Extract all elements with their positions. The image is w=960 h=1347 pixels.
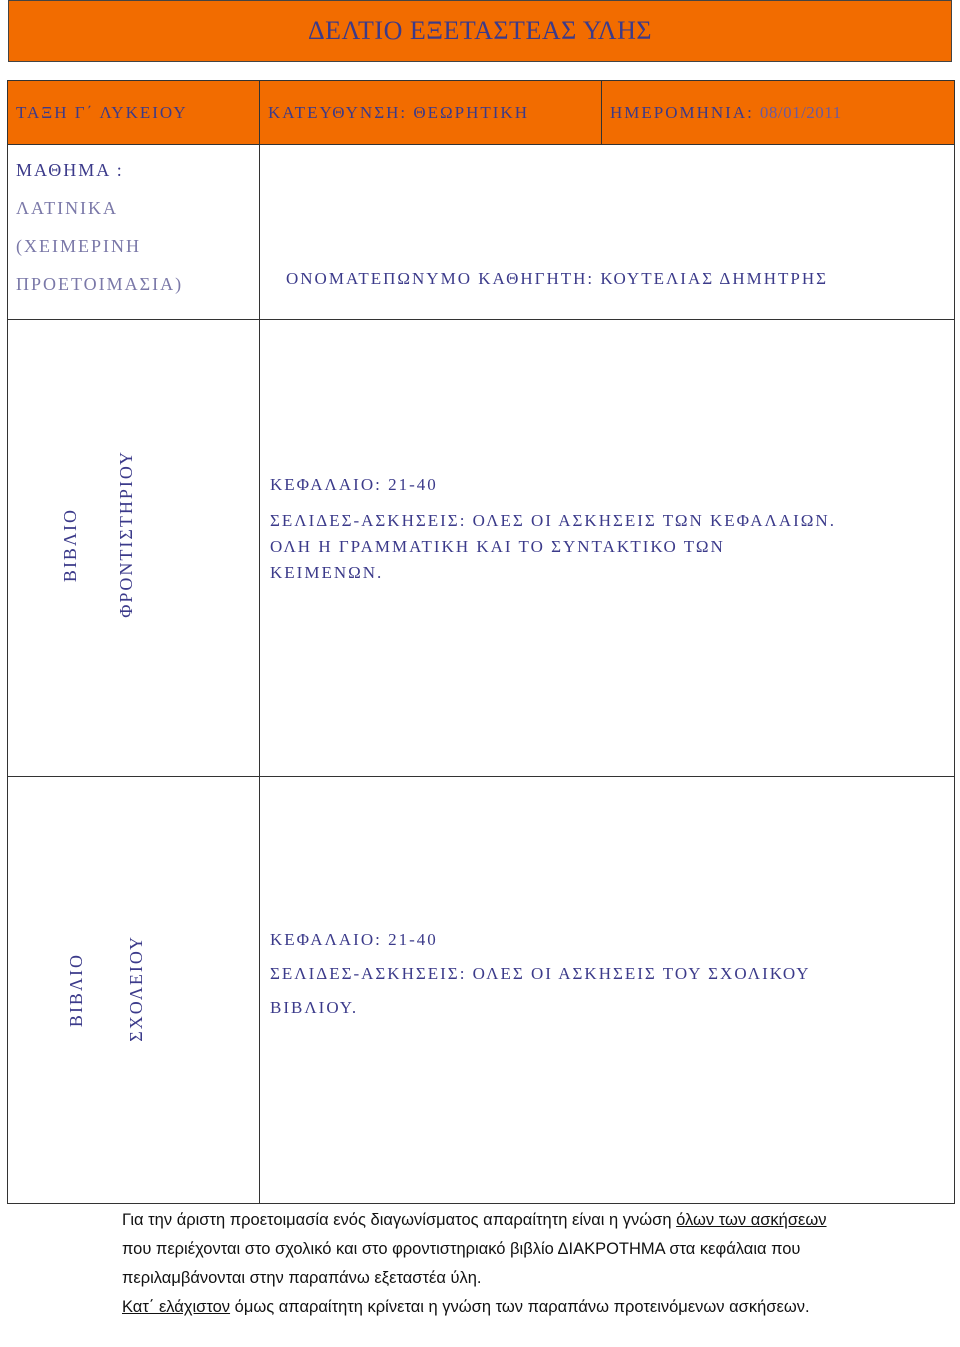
note-emphasis-1: όλων των ασκήσεων: [676, 1211, 827, 1229]
note-paragraph-2: [122, 1293, 842, 1322]
note-paragraph-1: [122, 1206, 842, 1293]
school-book-content: [270, 923, 811, 1025]
direction-cell: [260, 81, 602, 145]
tutoring-line-1: ΣΕΛΙΔΕΣ-ΑΣΚΗΣΕΙΣ: ΟΛΕΣ ΟΙ ΑΣΚΗΣΕΙΣ ΤΩΝ ΚΕΦΑΛΑΙΩΝ.: [270, 511, 836, 530]
school-book-content-cell: [260, 777, 955, 1204]
tutoring-book-row: [8, 320, 955, 777]
tutoring-book-label-2: ΦΡΟΝΤΙΣΤΗΡΙΟΥ: [116, 450, 136, 618]
teacher-name: ΟΝΟΜΑΤΕΠΩΝΥΜΟ ΚΑΘΗΓΗΤΗ: ΚΟΥΤΕΛΙΑΣ ΔΗΜΗΤΡΗΣ: [286, 269, 829, 288]
tutoring-book-label-cell: [8, 320, 260, 777]
note-text-1b: που περιέχονται στο σχολικό και στο φροντιστηριακό βιβλίο ΔΙΑΚΡΟΤΗΜΑ στα κεφάλαια που περιλαμβάνονται στην παραπάνω εξεταστέα ύλη.: [122, 1240, 801, 1287]
date-value: 08/01/2011: [759, 102, 842, 122]
school-book-label-2: ΣΧΟΛΕΙΟΥ: [126, 935, 146, 1042]
subject-label: ΜΑΘΗΜΑ :: [16, 160, 124, 180]
date-cell: [602, 81, 955, 145]
subject-cell: [8, 145, 260, 320]
tutoring-book-content: [270, 472, 836, 586]
document-title: ΔΕΛΤΙΟ ΕΞΕΤΑΣΤΕΑΣ ΥΛΗΣ: [307, 16, 653, 45]
school-book-label-cell: [8, 777, 260, 1204]
subject-row: [8, 145, 955, 320]
tutoring-line-2: ΟΛΗ Η ΓΡΑΜΜΑΤΙΚΗ ΚΑΙ ΤΟ ΣΥΝΤΑΚΤΙΚΟ ΤΩΝ: [270, 537, 725, 556]
study-note: [122, 1206, 842, 1322]
school-book-row: [8, 777, 955, 1204]
date-label: ΗΜΕΡΟΜΗΝΙΑ:: [610, 102, 754, 122]
tutoring-book-label-1: ΒΙΒΛΙΟ: [60, 508, 80, 583]
exam-syllabus-table: [7, 80, 955, 1204]
school-line-2: ΒΙΒΛΙΟΥ.: [270, 998, 359, 1017]
title-banner: [8, 0, 952, 62]
subject-line-2: (ΧΕΙΜΕΡΙΝΗ: [16, 236, 141, 256]
school-chapter: ΚΕΦΑΛΑΙΟ: 21-40: [270, 930, 438, 949]
direction-label: ΚΑΤΕΥΘΥΝΣΗ: ΘΕΩΡΗΤΙΚΗ: [268, 102, 529, 122]
tutoring-line-3: ΚΕΙΜΕΝΩΝ.: [270, 563, 384, 582]
school-book-label-1: ΒΙΒΛΙΟ: [66, 953, 86, 1028]
note-text-2b: όμως απαραίτητη κρίνεται η γνώση των παραπάνω προτεινόμενων ασκήσεων.: [230, 1298, 810, 1316]
note-emphasis-2: Κατ΄ ελάχιστον: [122, 1298, 231, 1316]
tutoring-book-content-cell: [260, 320, 955, 777]
class-cell: [8, 81, 260, 145]
note-text-1a: Για την άριστη προετοιμασία ενός διαγωνίσματος απαραίτητη είναι η γνώση: [122, 1211, 677, 1229]
header-row: [8, 81, 955, 145]
class-label: ΤΑΞΗ Γ΄ ΛΥΚΕΙΟΥ: [16, 102, 188, 122]
subject-line-3: ΠΡΟΕΤΟΙΜΑΣΙΑ): [16, 274, 184, 294]
subject-line-1: ΛΑΤΙΝΙΚΑ: [16, 198, 119, 218]
school-line-1: ΣΕΛΙΔΕΣ-ΑΣΚΗΣΕΙΣ: ΟΛΕΣ ΟΙ ΑΣΚΗΣΕΙΣ ΤΟΥ ΣΧΟΛΙΚΟΥ: [270, 964, 811, 983]
tutoring-chapter: ΚΕΦΑΛΑΙΟ: 21-40: [270, 475, 438, 494]
teacher-cell: [260, 145, 955, 320]
